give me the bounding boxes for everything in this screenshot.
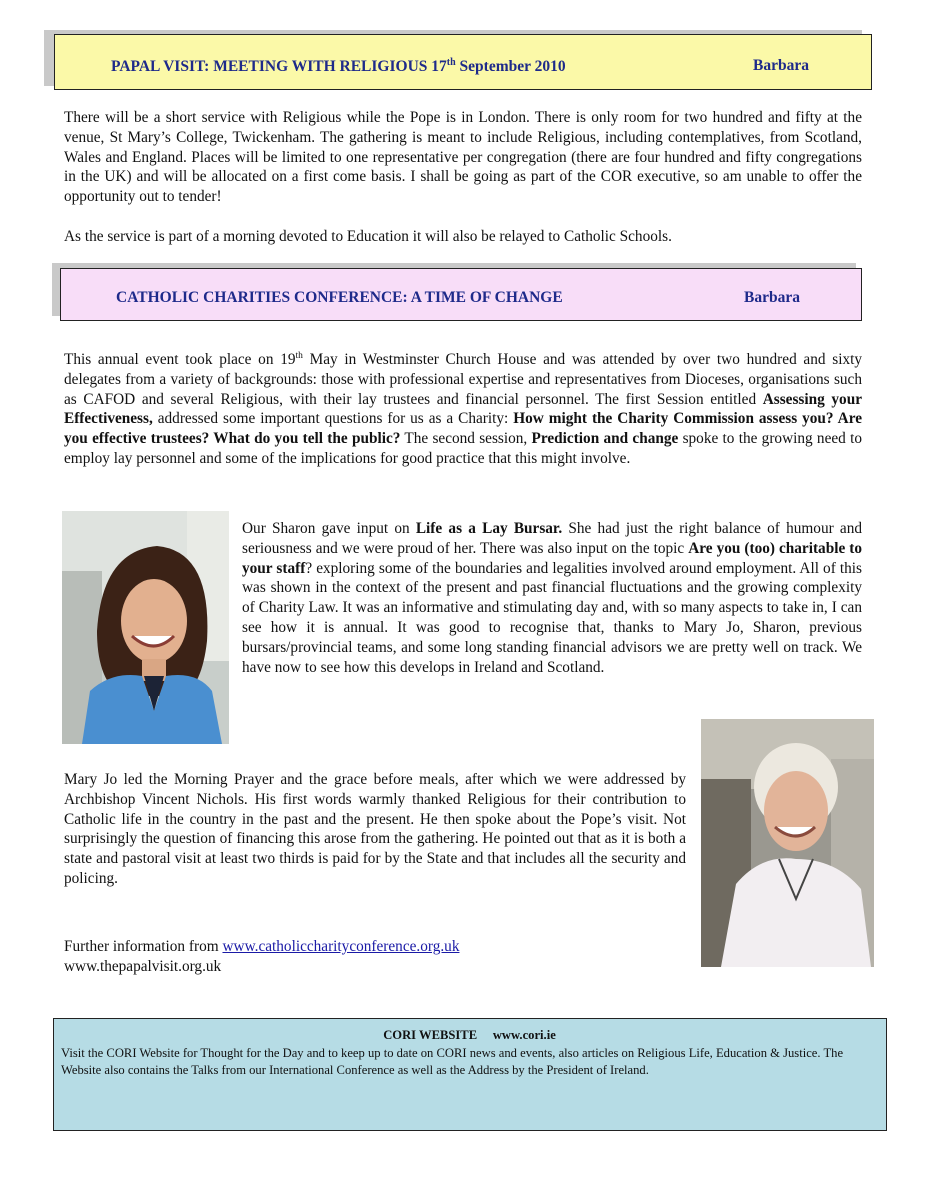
section-author: Barbara [744,289,800,306]
section-header-papal-visit [54,34,872,90]
paragraph: Our Sharon gave input on Life as a Lay Bursar. She had just the right balance of humour and seriousness and we were proud of her. There was also input on the topic Are you (too) charitable to your staff? exploring some of the boundaries and legalities involved around employment. All of this was shown in the context of the present and past financial fluctuations and the growing complexity of Charity Law. It was an informative and stimulating day and, with so many aspects to take in, I can see how it is annual. It was good to recognise that, thanks to Mary Jo, Sharon, previous bursars/provincial teams, and some long standing financial advisors we are pretty well on track. We have now to see how this develops in Ireland and Scotland. [242,520,863,676]
section-title: PAPAL VISIT: MEETING WITH RELIGIOUS 17th September 2010 [111,57,566,76]
paragraph: This annual event took place on 19th May in Westminster Church House and was attended by over two hundred and sixty delegates from a variety of backgrounds: those with professional expertise and representatives from Dioceses, organisations such as CAFOD and several Religious, with their lay trustees and financial personnel. The first Session entitled Assessing your Effectiveness, addressed some important questions for us as a Charity: How might the Charity Commission assess you? Are you effective trustees? What do you tell the public? The second session, Prediction and change spoke to the growing need to employ lay personnel and some of the implications for good practice that this might involve. [64,350,862,467]
cori-website-title: CORI WEBSITE www.cori.ie [383,1028,556,1042]
photo-mary-jo [701,719,874,967]
paragraph: Mary Jo led the Morning Prayer and the grace before meals, after which we were addressed by Archbishop Vincent Nichols. His first words warmly thanked Religious for their contribution to Catholic life in the country in the past and the present. He then spoke about the Pope’s visit. Not surprisingly the question of financing this arose from the gathering. He pointed out that as it is both a state and pastoral visit at least two thirds is paid for by the State and that includes all the security and policing. [64,771,686,887]
cori-website-box [53,1018,887,1131]
paragraph: As the service is part of a morning devoted to Education it will also be relayed to Catholic Schools. [64,228,672,245]
photo-sharon [62,511,229,744]
paragraph: There will be a short service with Religious while the Pope is in London. There is only room for two hundred and fifty at the venue, St Mary’s College, Twickenham. The gathering is meant to include Religious, including contemplatives, from Scotland, Wales and England. Places will be limited to one representative per congregation (there are four hundred and fifty congregations in the UK) and will be allocated on a first come basis. I shall be going as part of the COR executive, so am unable to offer the opportunity out to tender! [64,109,862,206]
cori-website-text: Visit the CORI Website for Thought for the Day and to keep up to date on CORI news and events, also articles on Religious Life, Education & Justice. The Website also contains the Talks from our International Conference as well as the Address by the President of Ireland. [61,1045,844,1078]
section-author: Barbara [753,57,809,74]
section-title: CATHOLIC CHARITIES CONFERENCE: A TIME OF CHANGE [116,289,563,306]
section-header-charities-conference [60,268,862,321]
link-catholic-charity-conference[interactable]: www.catholiccharityconference.org.uk [222,938,460,955]
papal-visit-url: www.thepapalvisit.org.uk [64,957,222,975]
further-information: Further information from www.catholiccharityconference.org.uk www.thepapalvisit.org.uk [64,938,460,975]
